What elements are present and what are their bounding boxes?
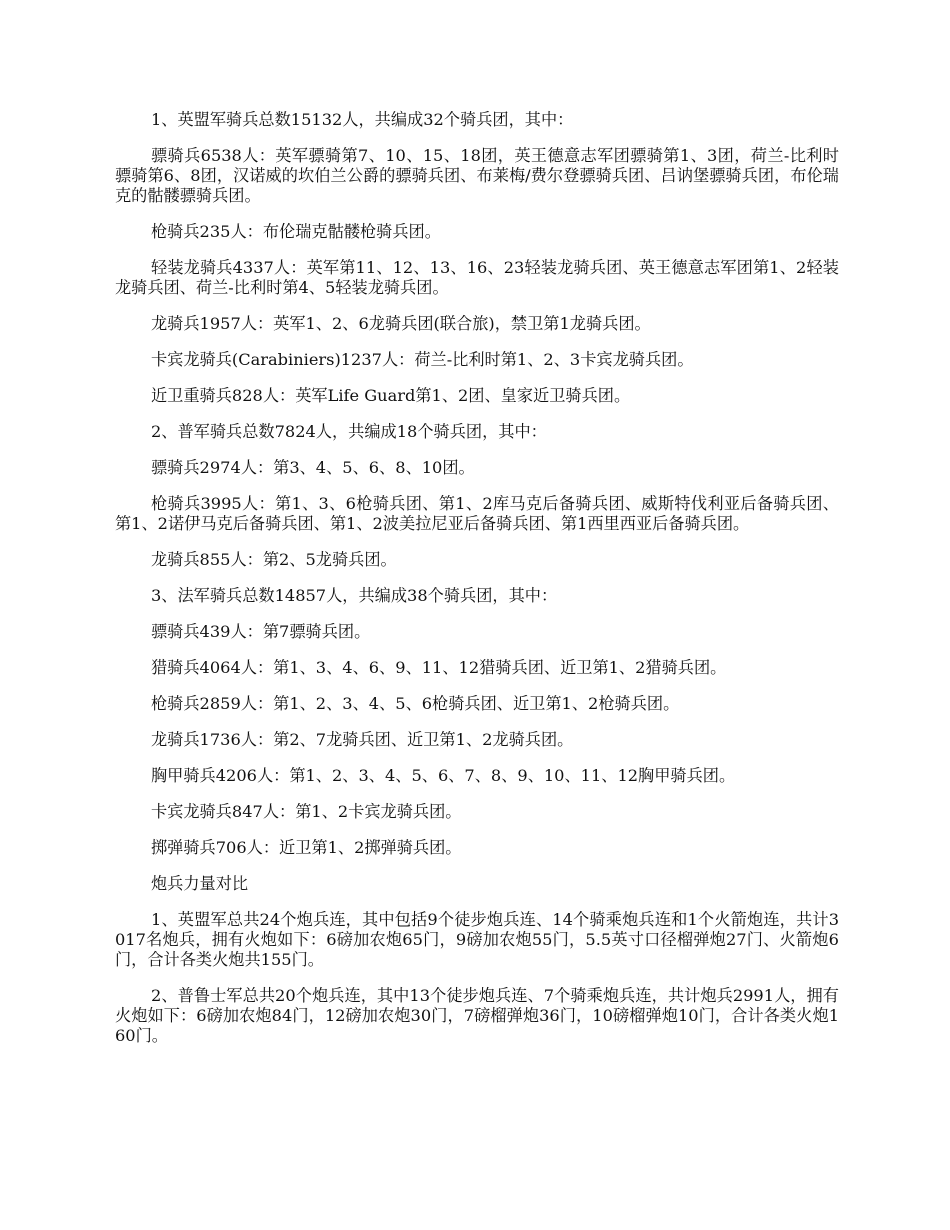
paragraph-french-cuirassiers: 胸甲骑兵4206人：第1、2、3、4、5、6、7、8、9、10、11、12胸甲骑兵团。: [151, 766, 736, 785]
paragraph-allied-guard-heavy-cavalry: 近卫重骑兵828人：英军Life Guard第1、2团、皇家近卫骑兵团。: [151, 386, 631, 405]
paragraph-allied-light-dragoons: 轻装龙骑兵4337人：英军第11、12、13、16、23轻装龙骑兵团、英王德意志军团第1、2轻装龙骑兵团、荷兰-比利时第4、5轻装龙骑兵团。: [115, 258, 839, 297]
paragraph-prussian-dragoons: 龙骑兵855人：第2、5龙骑兵团。: [151, 550, 397, 569]
paragraph-french-chasseurs: 猎骑兵4064人：第1、3、4、6、9、11、12猎骑兵团、近卫第1、2猎骑兵团。: [151, 658, 727, 677]
paragraph-allied-carabiniers: 卡宾龙骑兵(Carabiniers)1237人：荷兰-比利时第1、2、3卡宾龙骑兵团。: [151, 350, 694, 369]
paragraph-allied-artillery: 1、英盟军总共24个炮兵连，其中包括9个徒步炮兵连、14个骑乘炮兵连和1个火箭炮连，共计3017名炮兵，拥有火炮如下：6磅加农炮65门，9磅加农炮55门，5.5英寸口径榴弹炮27门、火箭炮6门，合计各类火炮共155门。: [115, 910, 839, 969]
paragraph-prussian-hussars: 骠骑兵2974人：第3、4、5、6、8、10团。: [151, 458, 475, 477]
paragraph-french-carabiniers: 卡宾龙骑兵847人：第1、2卡宾龙骑兵团。: [151, 802, 462, 821]
paragraph-allied-lancers: 枪骑兵235人：布伦瑞克骷髅枪骑兵团。: [151, 222, 441, 241]
document-body: [115, 110, 839, 1062]
paragraph-prussian-cavalry-total: 2、普军骑兵总数7824人，共编成18个骑兵团，其中：: [151, 422, 547, 441]
paragraph-french-horse-grenadiers: 掷弹骑兵706人：近卫第1、2掷弹骑兵团。: [151, 838, 462, 857]
paragraph-french-cavalry-total: 3、法军骑兵总数14857人，共编成38个骑兵团，其中：: [151, 586, 558, 605]
paragraph-prussian-artillery: 2、普鲁士军总共20个炮兵连，其中13个徒步炮兵连、7个骑乘炮兵连，共计炮兵2991人，拥有火炮如下：6磅加农炮84门，12磅加农炮30门，7磅榴弹炮36门，10磅榴弹炮10门，合计各类火炮160门。: [115, 986, 839, 1045]
paragraph-allied-dragoons: 龙骑兵1957人：英军1、2、6龙骑兵团(联合旅)，禁卫第1龙骑兵团。: [151, 314, 651, 333]
paragraph-french-dragoons: 龙骑兵1736人：第2、7龙骑兵团、近卫第1、2龙骑兵团。: [151, 730, 574, 749]
paragraph-allied-hussars: 骠骑兵6538人：英军骠骑第7、10、15、18团，英王德意志军团骠骑第1、3团，荷兰-比利时骠骑第6、8团，汉诺威的坎伯兰公爵的骠骑兵团、布莱梅/费尔登骠骑兵团、吕讷堡骠骑兵团，布伦瑞克的骷髅骠骑兵团。: [115, 146, 839, 205]
paragraph-prussian-lancers: 枪骑兵3995人：第1、3、6枪骑兵团、第1、2库马克后备骑兵团、威斯特伐利亚后备骑兵团、第1、2诺伊马克后备骑兵团、第1、2波美拉尼亚后备骑兵团、第1西里西亚后备骑兵团。: [115, 494, 839, 533]
paragraph-allied-cavalry-total: 1、英盟军骑兵总数15132人，共编成32个骑兵团，其中：: [151, 110, 574, 129]
paragraph-french-lancers: 枪骑兵2859人：第1、2、3、4、5、6枪骑兵团、近卫第1、2枪骑兵团。: [151, 694, 680, 713]
section-heading-artillery: 炮兵力量对比: [151, 874, 249, 893]
paragraph-french-hussars: 骠骑兵439人：第7骠骑兵团。: [151, 622, 371, 641]
